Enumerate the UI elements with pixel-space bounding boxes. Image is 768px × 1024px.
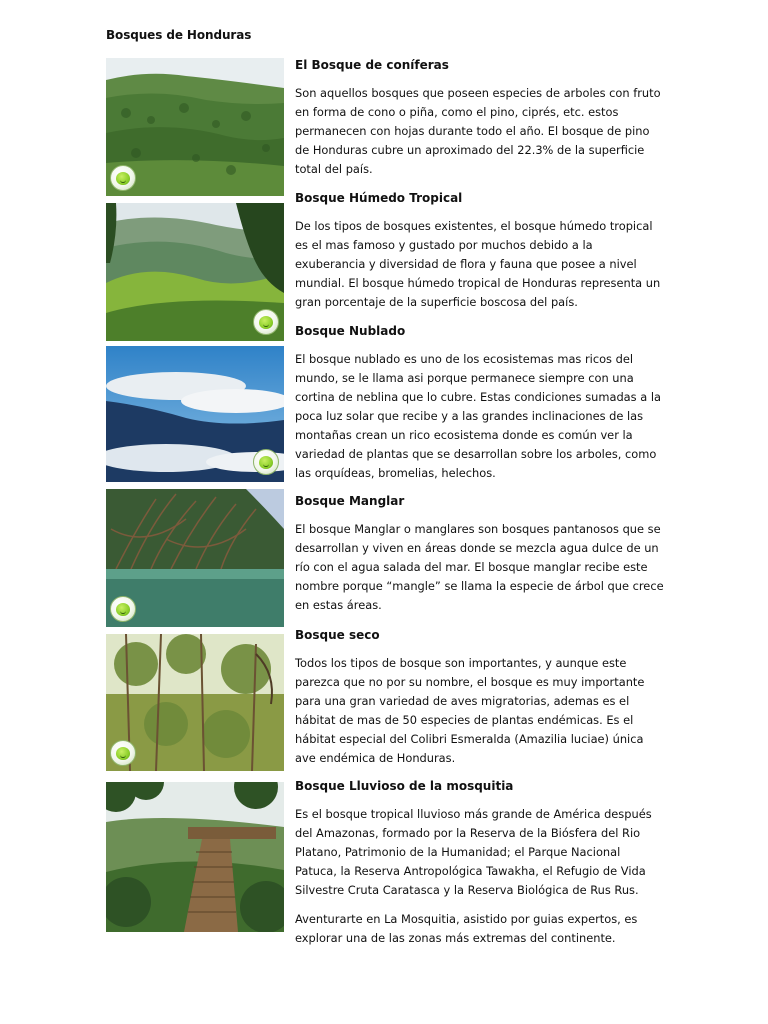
- section-text: Son aquellos bosques que poseen especies de arboles con fruto en forma de cono o piña, como el pino, ciprés, etc. estos permanecen con hojas durante todo el año. El bosque de pino de Honduras cubre un aproximado del 22.3% de la superficie total del país.: [295, 86, 661, 176]
- section-text: El bosque Manglar o manglares son bosques pantanosos que se desarrollan y viven en áreas donde se mezcla agua dulce de un río con el agua salada del mar. El bosque manglar recibe este nombre porque “mangle” se llama la especie de árbol que crece en estas áreas.: [295, 522, 664, 612]
- apple-smiley-icon: [110, 740, 136, 766]
- section-text-closing: Aventurarte en La Mosquitia, asistido por guias expertos, es explorar una de las zonas más extremas del continente.: [295, 912, 638, 945]
- section-heading: Bosque Manglar: [295, 494, 405, 508]
- page-title: Bosques de Honduras: [106, 28, 252, 42]
- section-text: El bosque nublado es uno de los ecosistemas mas ricos del mundo, se le llama asi porque permanece siempre con una cortina de neblina que lo cubre. Estas condiciones sumadas a la poca luz solar que recibe y a las grandes inclinaciones de las montañas crean un rico ecosistema donde es común ver la variedad de plantas que se desarrollan sobre los arboles, como las orquídeas, bromelias, helechos.: [295, 352, 661, 480]
- apple-smiley-icon: [110, 596, 136, 622]
- section-text: Todos los tipos de bosque son importantes, y aunque este parezca que no por su nombre, el bosque es muy importante para una gran variedad de aves migratorias, ademas es el hábitat de mas de 50 especies de plantas endémicas. Es el hábitat especial del Colibri Esmeralda (Amazilia luciae) única ave endémica de Honduras.: [295, 656, 645, 765]
- section-text: De los tipos de bosques existentes, el bosque húmedo tropical es el mas famoso y gustado por muchos debido a la exuberancia y diversidad de flora y fauna que posee a nivel mundial. El bosque húmedo tropical de Honduras representa un gran porcentaje de la superficie boscosa del país.: [295, 219, 661, 309]
- dry-forest-photo: [106, 634, 284, 771]
- section-heading: Bosque Lluvioso de la mosquitia: [295, 779, 514, 793]
- section-heading: El Bosque de coníferas: [295, 58, 449, 72]
- apple-smiley-icon: [110, 165, 136, 191]
- mangrove-roots-water-photo: [106, 489, 284, 627]
- apple-smiley-icon: [253, 449, 279, 475]
- section-heading: Bosque Nublado: [295, 324, 406, 338]
- section-heading: Bosque Húmedo Tropical: [295, 191, 463, 205]
- apple-smiley-icon: [253, 309, 279, 335]
- section-text: Es el bosque tropical lluvioso más grande de América después del Amazonas, formado por la Reserva de la Biósfera del Rio Platano, Patrimonio de la Humanidad; el Parque Nacional Patuca, la Reserva Antropológica Tawakha, el Refugio de Vida Silvestre Cruta Caratasca y la Reserva Biológica de Rus Rus.: [295, 807, 652, 897]
- pine-forest-hills-photo: [106, 58, 284, 196]
- cloud-forest-mountains-photo: [106, 346, 284, 482]
- tropical-rainforest-photo: [106, 203, 284, 341]
- section-heading: Bosque seco: [295, 628, 380, 642]
- canopy-walkway-photo: [106, 782, 284, 932]
